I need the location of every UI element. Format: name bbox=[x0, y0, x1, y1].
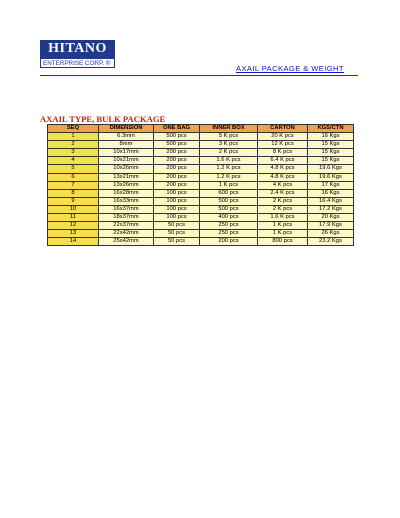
table-row bbox=[48, 133, 354, 141]
table-cell: 1 K pcs bbox=[258, 230, 308, 238]
table-cell: 200 pcs bbox=[154, 173, 200, 181]
table-cell: 4.8 K pcs bbox=[258, 165, 308, 173]
table-cell: 12 K pcs bbox=[258, 141, 308, 149]
table-row bbox=[48, 238, 354, 246]
table-cell: 10x26mm bbox=[99, 165, 154, 173]
table-cell: 4 K pcs bbox=[258, 181, 308, 189]
table-cell: 50 pcs bbox=[154, 238, 200, 246]
table-header-row bbox=[48, 125, 354, 133]
table-cell: 17.2 Kgs bbox=[308, 205, 354, 213]
table-cell: 100 pcs bbox=[154, 205, 200, 213]
table-cell: 100 pcs bbox=[154, 189, 200, 197]
table-cell: 1 bbox=[48, 133, 99, 141]
table-cell: 500 pcs bbox=[200, 197, 258, 205]
table-cell: 250 pcs bbox=[200, 230, 258, 238]
table-row bbox=[48, 173, 354, 181]
table-cell: 13x26mm bbox=[99, 181, 154, 189]
table-cell: 2 K pcs bbox=[258, 205, 308, 213]
column-header: CARTON bbox=[258, 125, 308, 133]
table-cell: 4 bbox=[48, 157, 99, 165]
table-cell: 500 pcs bbox=[154, 141, 200, 149]
table-cell: 10x21mm bbox=[99, 157, 154, 165]
table-row bbox=[48, 205, 354, 213]
table-cell: 2 bbox=[48, 141, 99, 149]
table-cell: 500 pcs bbox=[200, 205, 258, 213]
table-cell: 15 Kgs bbox=[308, 157, 354, 165]
table-cell: 800 pcs bbox=[258, 238, 308, 246]
table-cell: 13 bbox=[48, 230, 99, 238]
table-cell: 16x33mm bbox=[99, 197, 154, 205]
table-body bbox=[48, 133, 354, 246]
table-cell: 11 bbox=[48, 214, 99, 222]
table-cell: 20 K pcs bbox=[258, 133, 308, 141]
table-row bbox=[48, 165, 354, 173]
table-cell: 1 K pcs bbox=[200, 181, 258, 189]
table-cell: 1.6 K pcs bbox=[200, 157, 258, 165]
column-header: SEQ bbox=[48, 125, 99, 133]
table-cell: 5 K pcs bbox=[200, 133, 258, 141]
package-weight-table bbox=[47, 124, 354, 246]
table-cell: 4.8 K pcs bbox=[258, 173, 308, 181]
table-cell: 50 pcs bbox=[154, 230, 200, 238]
document-title: AXAIL PACKAGE & WEIGHT bbox=[236, 64, 344, 73]
table-cell: 200 pcs bbox=[154, 165, 200, 173]
table-row bbox=[48, 189, 354, 197]
table-row bbox=[48, 222, 354, 230]
table-row bbox=[48, 197, 354, 205]
table-cell: 1.2 K pcs bbox=[200, 173, 258, 181]
table-cell: 15 Kgs bbox=[308, 149, 354, 157]
table-cell: 200 pcs bbox=[154, 149, 200, 157]
table-cell: 18x37mm bbox=[99, 214, 154, 222]
logo-subtitle: ENTERPRISE CORP. ® bbox=[40, 58, 115, 68]
table-row bbox=[48, 157, 354, 165]
table-cell: 14 bbox=[48, 238, 99, 246]
table-cell: 15 Kgs bbox=[308, 141, 354, 149]
table-cell: 400 pcs bbox=[200, 214, 258, 222]
table-cell: 1.6 K pcs bbox=[258, 214, 308, 222]
table-cell: 17.9 Kgs bbox=[308, 222, 354, 230]
table-cell: 200 pcs bbox=[154, 157, 200, 165]
section-title: AXAIL TYPE, BULK PACKAGE bbox=[40, 114, 166, 124]
table-cell: 16x28mm bbox=[99, 189, 154, 197]
table-cell: 6.3mm bbox=[99, 133, 154, 141]
table-cell: 16 Kgs bbox=[308, 189, 354, 197]
table-cell: 250 pcs bbox=[200, 222, 258, 230]
table-cell: 6 bbox=[48, 173, 99, 181]
table-cell: 19.6 Kgs bbox=[308, 165, 354, 173]
table-cell: 9 bbox=[48, 197, 99, 205]
company-logo bbox=[40, 40, 115, 69]
table-cell: 2 K pcs bbox=[200, 149, 258, 157]
table-cell: 8 bbox=[48, 189, 99, 197]
table-cell: 2 K pcs bbox=[258, 197, 308, 205]
table-cell: 3 K pcs bbox=[200, 141, 258, 149]
table-cell: 8mm bbox=[99, 141, 154, 149]
table-cell: 1.2 K pcs bbox=[200, 165, 258, 173]
table-cell: 600 pcs bbox=[200, 189, 258, 197]
column-header: INNER BOX bbox=[200, 125, 258, 133]
table-cell: 200 pcs bbox=[200, 238, 258, 246]
table-cell: 200 pcs bbox=[154, 181, 200, 189]
column-header: KGS/CTN bbox=[308, 125, 354, 133]
table-cell: 100 pcs bbox=[154, 197, 200, 205]
table-row bbox=[48, 214, 354, 222]
column-header: DIMENSION bbox=[99, 125, 154, 133]
table-cell: 16x37mm bbox=[99, 205, 154, 213]
table-cell: 17 Kgs bbox=[308, 181, 354, 189]
header-divider bbox=[40, 75, 358, 76]
table-cell: 3 bbox=[48, 149, 99, 157]
table-cell: 10x17mm bbox=[99, 149, 154, 157]
table-cell: 7 bbox=[48, 181, 99, 189]
table-row bbox=[48, 230, 354, 238]
table-cell: 16.4 Kgs bbox=[308, 197, 354, 205]
table-cell: 50 pcs bbox=[154, 222, 200, 230]
table-cell: 1 K pcs bbox=[258, 222, 308, 230]
table-cell: 100 pcs bbox=[154, 214, 200, 222]
table-cell: 23.2 Kgs bbox=[308, 238, 354, 246]
table-cell: 8 K pcs bbox=[258, 149, 308, 157]
table-row bbox=[48, 181, 354, 189]
table-cell: 5 bbox=[48, 165, 99, 173]
table-cell: 10 bbox=[48, 205, 99, 213]
logo-brand: HITANO bbox=[40, 40, 115, 58]
table-cell: 26 Kgs bbox=[308, 230, 354, 238]
table-cell: 16 Kgs bbox=[308, 133, 354, 141]
table-row bbox=[48, 141, 354, 149]
column-header: ONE BAG bbox=[154, 125, 200, 133]
table-cell: 19.6 Kgs bbox=[308, 173, 354, 181]
table-cell: 500 pcs bbox=[154, 133, 200, 141]
table-cell: 20 Kgs bbox=[308, 214, 354, 222]
table-cell: 22x37mm bbox=[99, 222, 154, 230]
table-cell: 22x42mm bbox=[99, 230, 154, 238]
table-row bbox=[48, 149, 354, 157]
table-cell: 6.4 K pcs bbox=[258, 157, 308, 165]
table-cell: 25x42mm bbox=[99, 238, 154, 246]
table-cell: 2.4 K pcs bbox=[258, 189, 308, 197]
table-cell: 12 bbox=[48, 222, 99, 230]
table-cell: 13x21mm bbox=[99, 173, 154, 181]
